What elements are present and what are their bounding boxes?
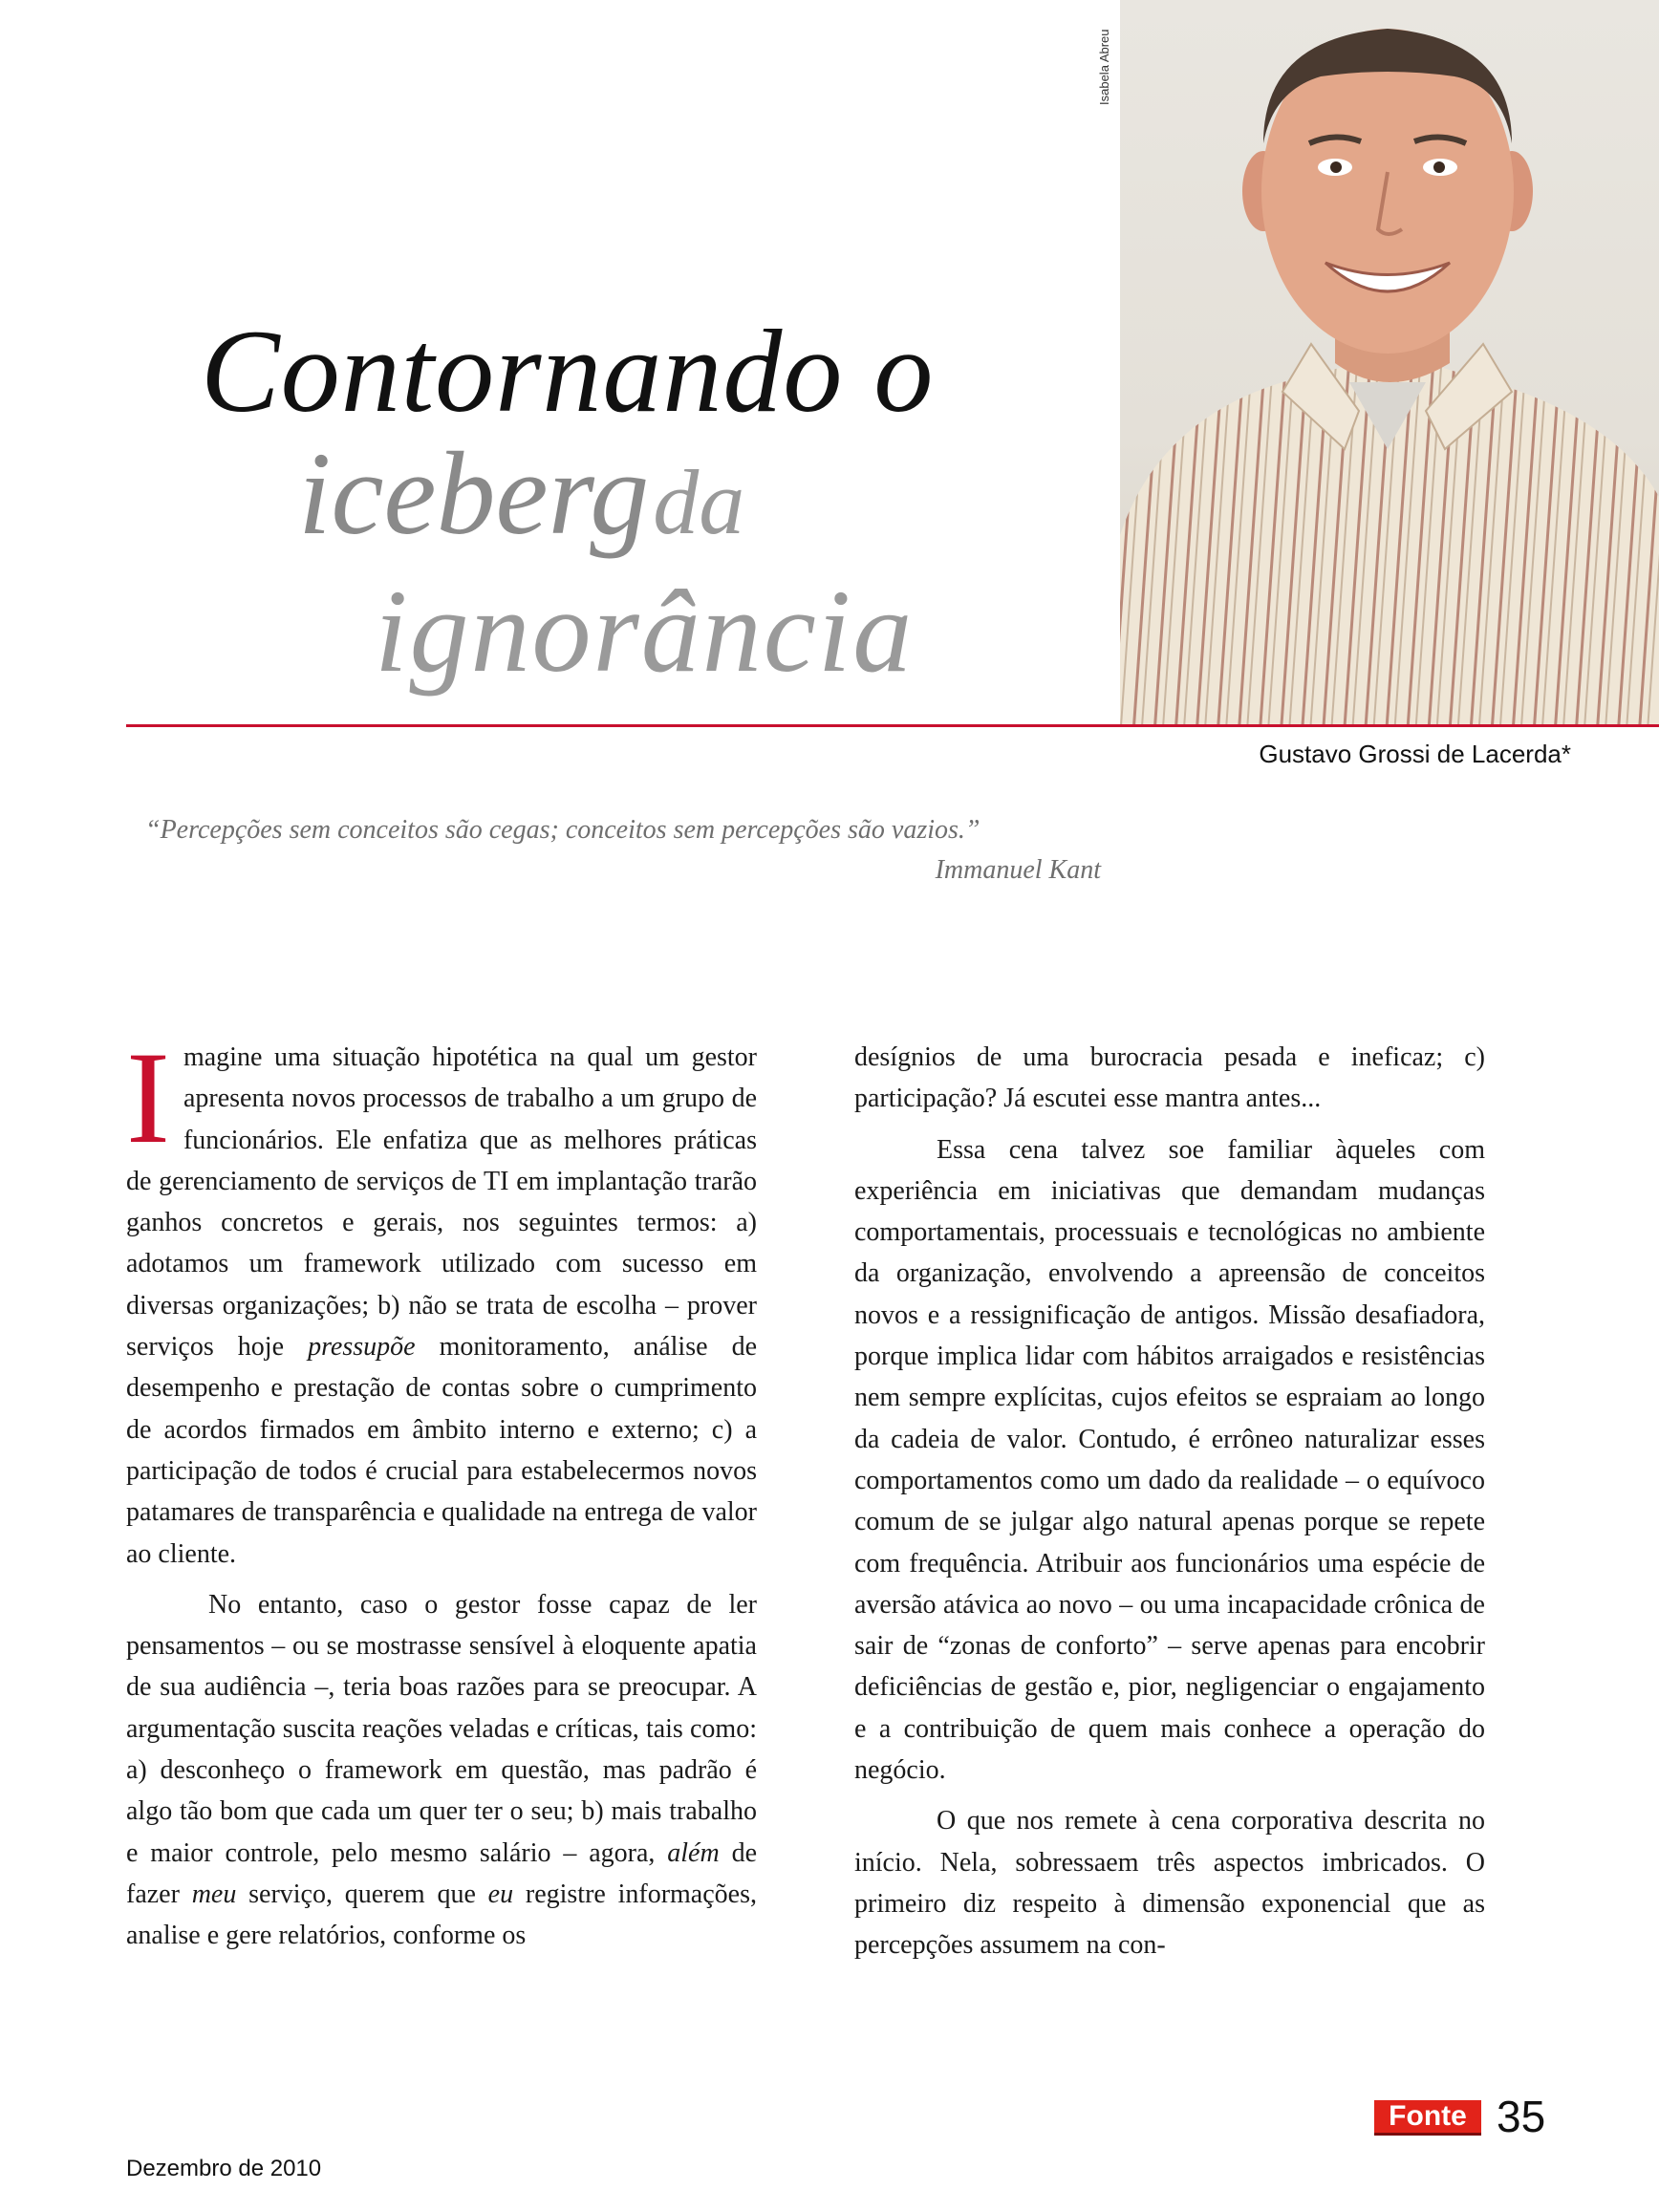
portrait-illustration [1120, 0, 1659, 724]
page-number: 35 [1497, 2092, 1546, 2141]
title-line-2 [298, 426, 744, 562]
epigraph [145, 810, 1101, 891]
paragraph [126, 1584, 757, 1957]
magazine-logo: Fonte [1374, 2100, 1481, 2136]
emphasis-text: além [667, 1837, 720, 1868]
paragraph [126, 1024, 757, 1575]
paragraph: O que nos remete à cena corporativa descrita no início. Nela, sobressaem três aspectos imbricados. O primeiro diz respeito à dimensão exponencial que as percepções assumem na con- [854, 1806, 1485, 1961]
epigraph-quote: “Percepções sem conceitos são cegas; conceitos sem percepções são vazios.” [145, 815, 980, 845]
emphasis-text: meu [191, 1879, 237, 1909]
paragraph-text: de fazer [126, 1837, 757, 1909]
paragraph-text: monitoramento, análise de desempenho e prestação de contas sobre o cumprimento de acordos firmados em âmbito interno e externo; c) a participação de todos é crucial para estabelecermos novos patamares de transparência e qualidade na entrega de valor ao cliente. [126, 1332, 757, 1569]
title-line-3: ignorância [375, 566, 915, 697]
paragraph-text: serviço, querem que [236, 1879, 488, 1909]
paragraph-text: No entanto, caso o gestor fosse capaz de ler pensamentos – ou se mostrasse sensível à eloquente apatia de sua audiência –, teria boas razões para se preocupar. A argumentação suscita reações veladas e críticas, tais como: a) desconheço o framework em questão, mas padrão é algo tão bom que cada um quer ter o seu; b) mais trabalho e maior controle, pelo mesmo salário – agora, [126, 1589, 757, 1868]
paragraph-text: registre informações, analise e gere relatórios, conforme os [126, 1879, 757, 1951]
body-column-1 [126, 1024, 757, 1966]
title-rule [126, 724, 1659, 727]
title-line-1: Contornando o [201, 306, 935, 437]
article-title [0, 0, 1109, 707]
title-word-iceberg: iceberg [298, 428, 650, 559]
title-word-da: da [653, 451, 745, 553]
body-column-2 [854, 1037, 1485, 1976]
paragraph: Essa cena talvez soe familiar àqueles com experiência em iniciativas que demandam mudanças comportamentais, processuais e tecnológicas no ambiente da organização, envolvendo a apreensão de conceitos novos e a ressignificação de antigos. Missão desafiadora, porque implica lidar com hábitos arraigados e resistências nem sempre explícitas, cujos efeitos se espraiam ao longo da cadeia de valor. Contudo, é errôneo naturalizar esses comportamentos como um dado da realidade – o equívoco comum de se julgar algo natural apenas porque se repete com frequência. Atribuir aos funcionários uma espécie de aversão atávica ao novo – ou uma incapacidade crônica de sair de “zonas de conforto” – serve apenas para encobrir deficiências de gestão e, pior, negligenciar o engajamento e a contribuição de quem mais conhece a operação do negócio. [854, 1134, 1485, 1786]
author-name: Gustavo Grossi de Lacerda* [1259, 740, 1571, 768]
author-photo [1120, 0, 1659, 724]
issue-date: Dezembro de 2010 [126, 2156, 322, 2181]
drop-cap: I [126, 1024, 170, 1170]
epigraph-attribution: Immanuel Kant [935, 855, 1101, 885]
paragraph-text: magine uma situação hipotética na qual um gestor apresenta novos processos de trabalho a um grupo de funcionários. Ele enfatiza que as melhores práticas de gerenciamento de serviços de TI em implantação trarão ganhos concretos e gerais, nos seguintes termos: a) adotamos um framework utilizado com sucesso em diversas organizações; b) não se trata de escolha – prover serviços hoje [126, 1042, 757, 1363]
emphasis-text: eu [487, 1879, 514, 1909]
paragraph: desígnios de uma burocracia pesada e ineficaz; c) participação? Já escutei esse mantra antes... [854, 1042, 1485, 1114]
photo-credit: Isabela Abreu [1097, 29, 1111, 105]
emphasis-text: pressupõe [308, 1332, 416, 1363]
